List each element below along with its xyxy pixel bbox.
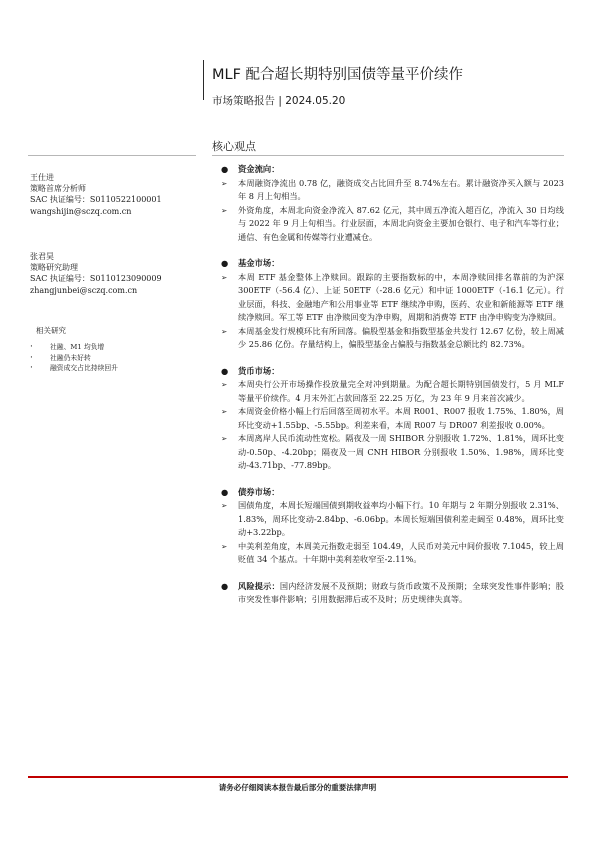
bullet-text: 国债角度，本周长短端国债到期收益率均小幅下行。10 年期与 2 年期分别报收 2.31%、1.83%，周环比变动-2.84bp、-6.06bp。本周长短端国债利差走阔至 0.48%，周环比变动+3.22bp。 — [238, 500, 564, 537]
circle-bullet-icon: ● — [221, 365, 229, 376]
section-heading — [212, 365, 564, 379]
arrow-bullet-icon: ➢ — [221, 205, 228, 215]
bullet-text: 外资角度，本周北向资金净流入 87.62 亿元，其中周五净流入超百亿，净流入 30 日均线与 2022 年 9 月上旬相当。行业层面，本周北向资金主要加仓银行、电子和汽车等行业；通信、有色金属和传媒等行业遭减仓。 — [238, 204, 564, 242]
bullet-text: 中美利差角度，本周美元指数走弱至 104.49，人民币对美元中间价报收 7.1045，较上周贬值 34 个基点。十年期中美利差收窄至-2.11%。 — [238, 540, 564, 564]
bullet-text: 本周资金价格小幅上行后回落至周初水平。本周 R001、R007 报收 1.75%、1.80%，周环比变动+1.55bp、-5.55bp。利差来看，本周 R007 与 DR007 利差报收 0.00%。 — [238, 406, 564, 430]
analyst-name: 王仕进 — [30, 173, 54, 182]
arrow-bullet-icon: ➢ — [221, 272, 228, 282]
analyst-card — [30, 251, 162, 296]
heading-rule — [212, 155, 564, 156]
section-bond-market — [212, 486, 564, 567]
analyst-sac: SAC 执证编号：S0110522100001 — [30, 195, 162, 205]
related-item[interactable]: · 融资成交占比持续回升 — [30, 363, 196, 374]
arrow-bullet-icon: ➢ — [221, 407, 228, 416]
report-title: MLF 配合超长期特别国债等量平价续作 — [212, 67, 464, 83]
footer-rule — [28, 776, 568, 778]
bullet-item — [212, 325, 564, 352]
arrow-bullet-icon: ➢ — [221, 501, 228, 510]
bullet-item — [212, 204, 564, 245]
arrow-bullet-icon: ➢ — [221, 326, 228, 336]
arrow-bullet-icon: ➢ — [221, 380, 228, 389]
footer-disclaimer: 请务必仔细阅读本报告最后部分的重要法律声明 — [218, 783, 377, 792]
circle-bullet-icon: ● — [221, 258, 229, 268]
related-research — [30, 325, 196, 374]
related-item[interactable]: · 社融仍未好转 — [30, 353, 196, 364]
bullet-text: 本周离岸人民币流动性宽松。隔夜及一周 SHIBOR 分别报收 1.72%、1.81%，周环比变动-0.50p、-4.20bp；隔夜及一周 CNH HIBOR 分别报收 1.50%、1.98%，周环比变动-43.71bp、-77.89bp。 — [238, 433, 564, 470]
report-subtitle: 市场策略报告 | 2024.05.20 — [212, 95, 346, 107]
section-fund-flow — [212, 163, 564, 244]
section-title: 风险提示： — [238, 580, 280, 591]
arrow-bullet-icon: ➢ — [221, 541, 228, 551]
related-heading: 相关研究 — [36, 326, 66, 335]
section-fund-market — [212, 257, 564, 352]
related-item[interactable]: · 社融、M1 均负增 — [30, 342, 196, 353]
circle-bullet-icon: ● — [221, 164, 229, 174]
section-heading — [212, 257, 564, 271]
section-title: 资金流向： — [238, 164, 280, 174]
section-risk-warning — [212, 580, 564, 607]
bullet-text: 本周融资净流出 0.78 亿，融资成交占比回升至 8.74%左右。累计融资净买入额与 2023 年 8 月上旬相当。 — [238, 177, 564, 201]
risk-paragraph — [212, 580, 564, 607]
bullet-item — [212, 378, 564, 405]
bullet-item — [212, 432, 564, 473]
section-title: 债券市场： — [238, 486, 280, 497]
bullet-item — [212, 540, 564, 567]
section-title: 货币市场： — [238, 365, 280, 376]
bullet-item — [212, 405, 564, 432]
analyst-sac: SAC 执证编号：S0110123090009 — [30, 274, 162, 284]
circle-bullet-icon: ● — [221, 580, 229, 591]
analyst-role: 策略首席分析师 — [30, 184, 86, 194]
section-money-market — [212, 365, 564, 473]
analyst-email[interactable]: zhangjunbei@sczq.com.cn — [30, 285, 138, 295]
analyst-email[interactable]: wangshijin@sczq.com.cn — [30, 206, 132, 216]
arrow-bullet-icon: ➢ — [221, 434, 228, 443]
analyst-role: 策略研究助理 — [30, 263, 78, 273]
sidebar-rule — [28, 155, 196, 156]
core-views-body — [212, 163, 564, 620]
bullet-text: 本周基金发行规模环比有所回落。偏股型基金和指数型基金共发行 12.67 亿份，较上周减少 25.86 亿份。存量结构上，偏股型基金占偏股与指数基金总额比约 82.73%。 — [238, 325, 564, 349]
analyst-name: 张君昊 — [30, 252, 54, 261]
title-divider — [203, 60, 204, 100]
circle-bullet-icon: ● — [221, 486, 229, 497]
section-heading — [212, 163, 564, 177]
risk-text: 国内经济发展不及预期；财政与货币政策不及预期；全球突发性事件影响；股市突发性事件影响；引用数据滞后或不及时；历史规律失真等。 — [238, 580, 564, 604]
bullet-item — [212, 499, 564, 540]
arrow-bullet-icon: ➢ — [221, 178, 228, 188]
core-views-heading: 核心观点 — [212, 140, 256, 153]
section-title: 基金市场： — [238, 258, 280, 268]
bullet-item — [212, 177, 564, 204]
analyst-card — [30, 172, 162, 217]
bullet-item — [212, 271, 564, 325]
bullet-text: 本周 ETF 基金整体上净赎回。跟踪的主要指数标的中，本周净赎回排名靠前的为沪深 300ETF（-56.4 亿）、上证 50ETF（-28.6 亿元）和中证 1000ETF（-16.1 亿元）。行业层面，科技、金融地产和公用事业等 ETF 继续净申购，医药、农业和新能源等 ETF 继续净赎回。军工等 ETF 由净赎回变为净申购，周期和消费等 ETF 由净申购变为净赎回。 — [238, 271, 564, 322]
section-heading — [212, 486, 564, 500]
bullet-text: 本周央行公开市场操作投放量完全对冲到期量。为配合超长期特别国债发行，5 月 MLF 等量平价续作。4 月末外汇占款回落至 22.25 万亿，为 23 年 9 月来首次减少。 — [238, 379, 564, 403]
